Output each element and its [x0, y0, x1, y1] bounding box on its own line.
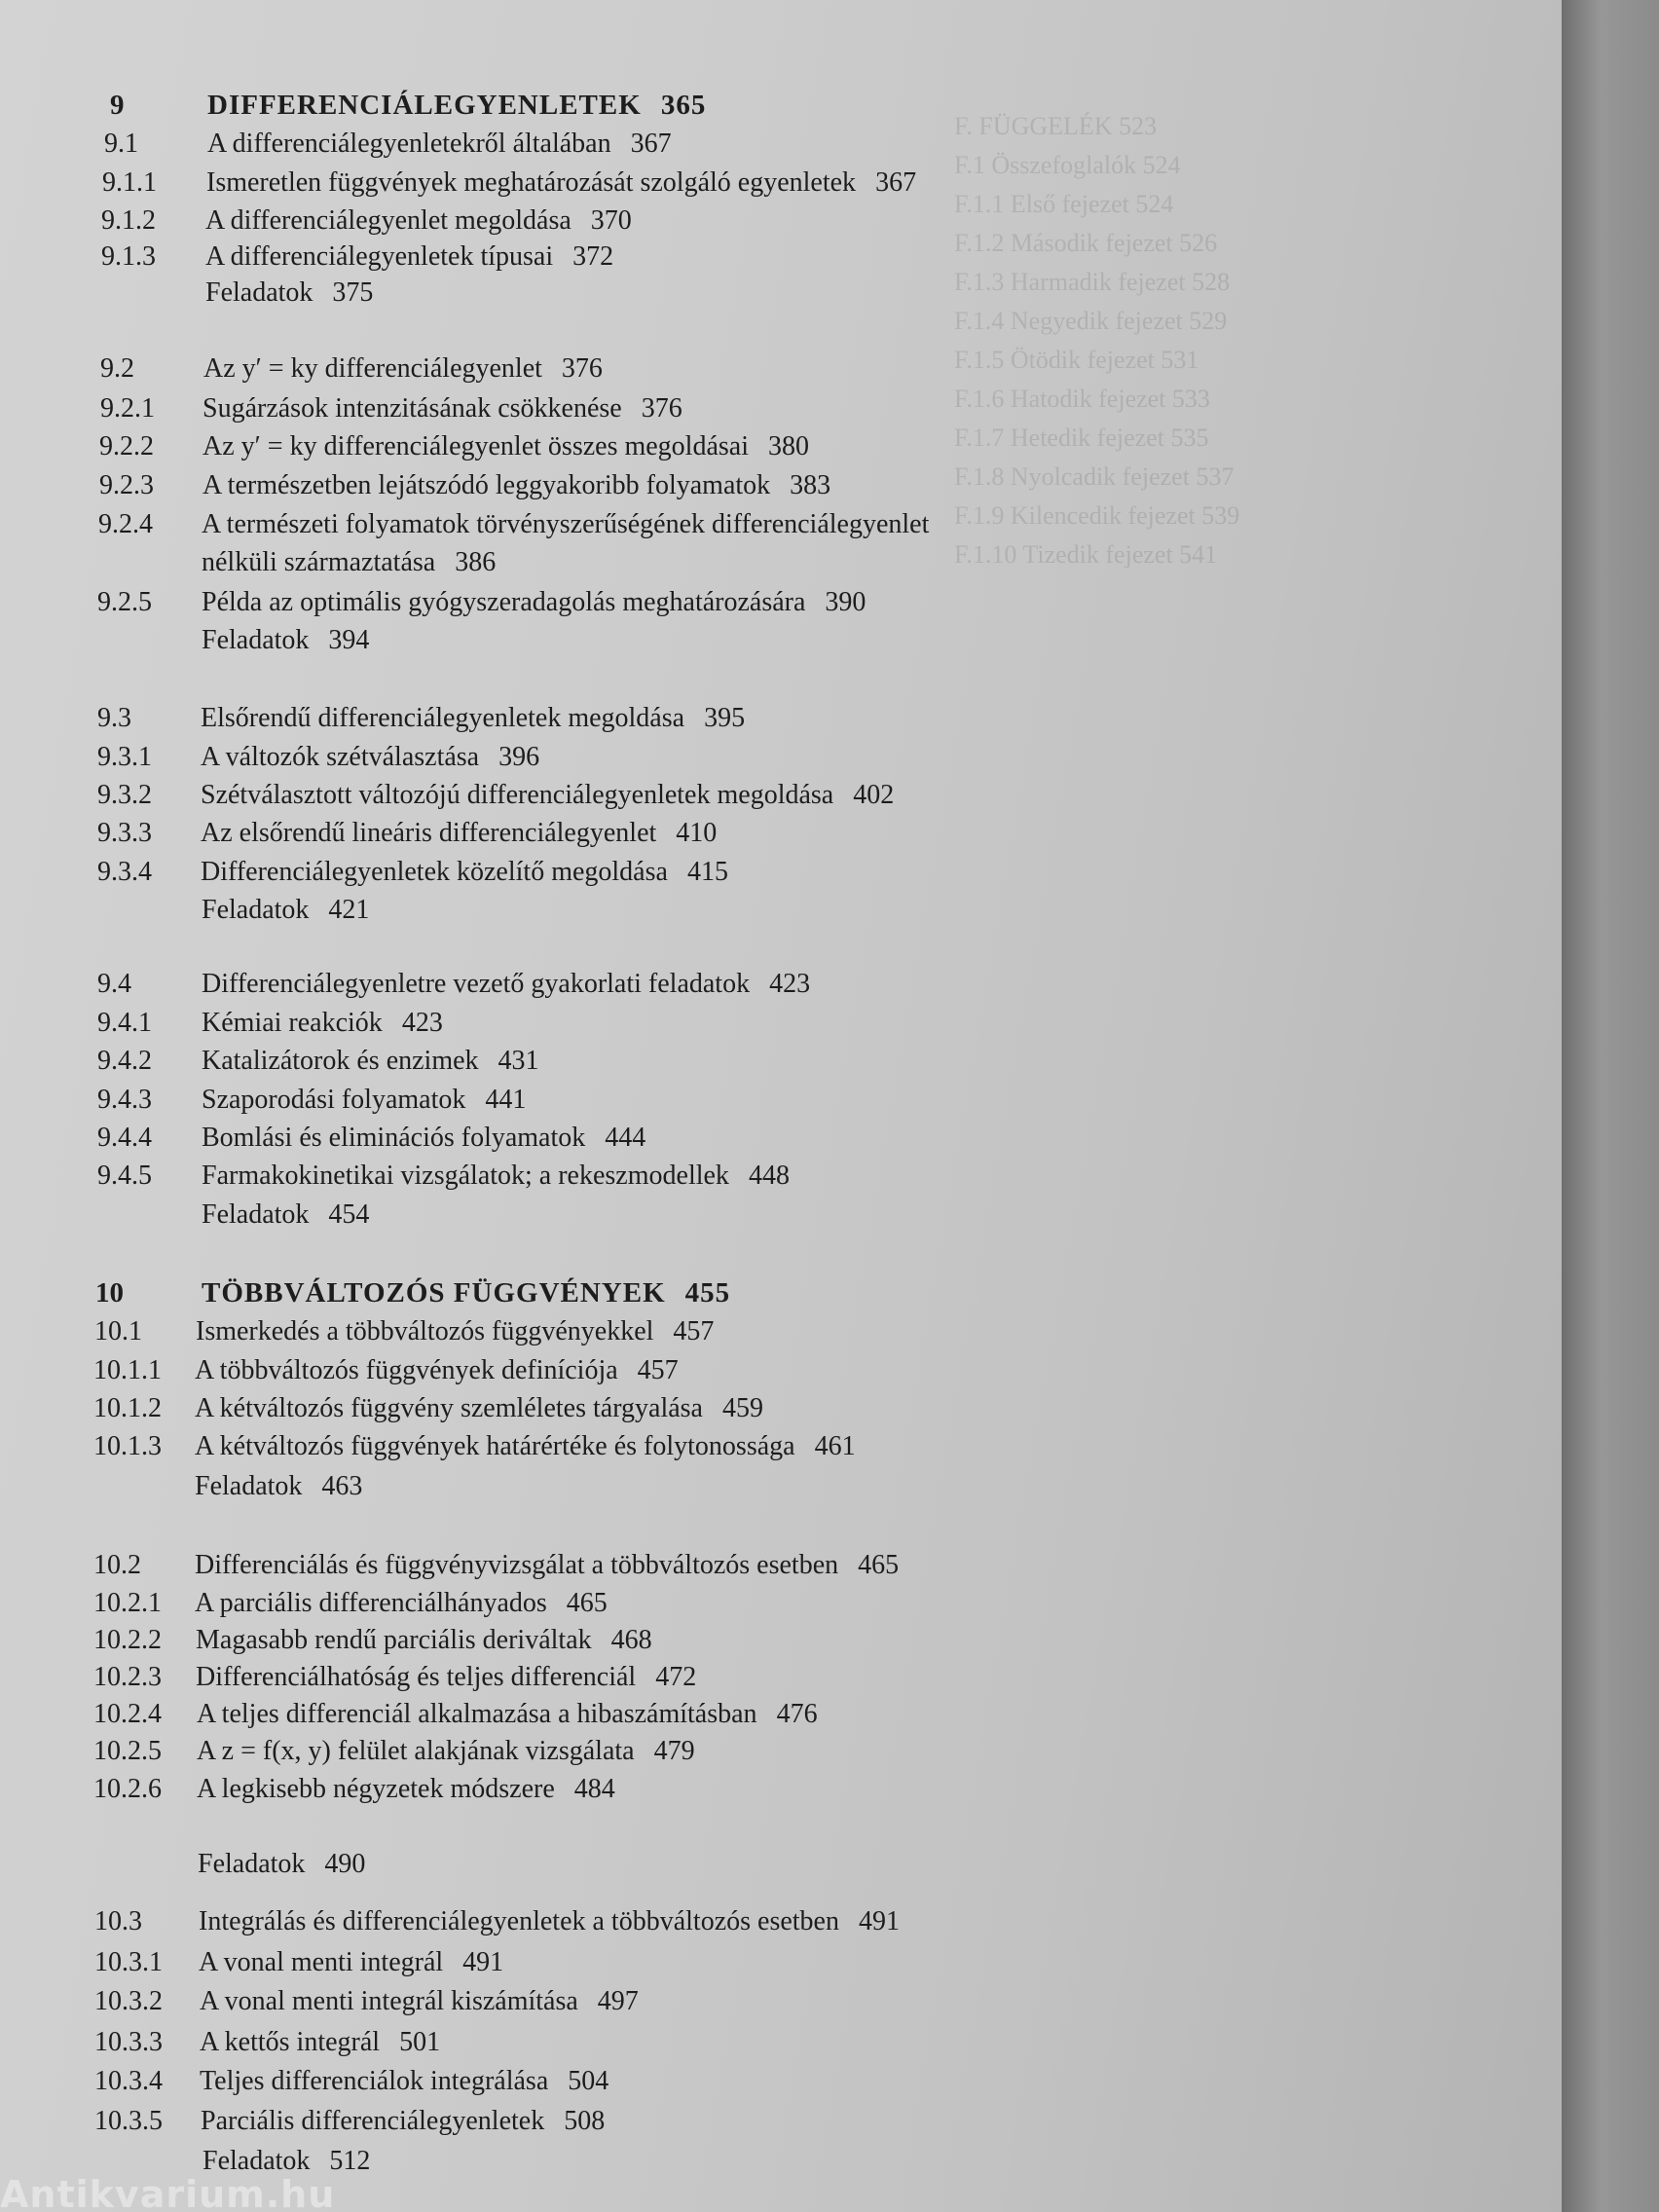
section-title: [201, 853, 728, 892]
section-title: [202, 965, 810, 1004]
section-title: [202, 505, 929, 544]
section-number: 10.2.3: [93, 1662, 162, 1692]
section-number: 9.2.3: [99, 470, 154, 500]
section-number: 9: [110, 90, 125, 121]
section-title: [203, 389, 682, 428]
page-number: 448: [748, 1161, 790, 1191]
section-title: [195, 1427, 856, 1466]
page-number: 423: [769, 969, 811, 999]
section-title: [197, 1770, 615, 1809]
section-number: 9.2: [100, 353, 134, 384]
section-title: [201, 814, 717, 853]
section-title-text: A teljes differenciál alkalmazása a hibaszámításban: [197, 1699, 757, 1729]
page-number: 431: [498, 1046, 539, 1076]
page-number: 455: [684, 1277, 731, 1309]
section-title: [202, 1119, 645, 1158]
section-title: [202, 1042, 539, 1081]
page-number: 512: [329, 2146, 371, 2176]
section-number: 9.4.1: [97, 1008, 152, 1038]
section-title-text: Ismerkedés a többváltozós függvényekkel: [196, 1316, 654, 1346]
section-title: [207, 86, 706, 125]
section-number: 10.1: [94, 1316, 142, 1346]
section-title-text: A differenciálegyenlet megoldása: [205, 205, 571, 236]
section-title: [205, 238, 613, 276]
page-number: 457: [637, 1355, 679, 1385]
section-title-text: Differenciálhatóság és teljes differenciál: [196, 1662, 637, 1692]
page-number: 491: [462, 1947, 504, 1977]
page-number: 508: [564, 2106, 606, 2136]
section-title-text: Az elsőrendű lineáris differenciálegyenlet: [201, 818, 657, 848]
section-title: [197, 1732, 695, 1771]
page-number: 383: [790, 470, 831, 500]
section-title-text: Integrálás és differenciálegyenletek a többváltozós esetben: [199, 1906, 839, 1936]
section-title-text: Elsőrendű differenciálegyenletek megoldása: [201, 703, 685, 733]
section-title: [195, 1351, 679, 1390]
page-number: 376: [561, 353, 603, 384]
page-number: 380: [767, 431, 809, 461]
section-title-text: A vonal menti integrál kiszámítása: [200, 1986, 578, 2016]
section-title: [196, 1658, 696, 1697]
section-title-text: Kémiai reakciók: [202, 1008, 383, 1038]
section-number: 9.4: [97, 969, 131, 999]
section-title: [195, 1467, 362, 1506]
page-number: 472: [655, 1662, 697, 1692]
page-number: 454: [328, 1199, 370, 1230]
section-title-text: Az y′ = ky differenciálegyenlet összes megoldásai: [203, 431, 749, 461]
section-title: [195, 1584, 608, 1623]
page-number: 394: [328, 625, 370, 655]
section-title: [202, 1157, 790, 1196]
section-title: [196, 1312, 714, 1351]
section-title-text: Feladatok: [195, 1471, 303, 1501]
section-title-text: Feladatok: [203, 2146, 311, 2176]
section-number: 10.2: [93, 1550, 141, 1580]
section-title: [206, 164, 916, 203]
section-title: [200, 1982, 639, 2021]
page-number: 476: [776, 1699, 818, 1729]
section-title-text: A differenciálegyenletekről általában: [207, 129, 611, 159]
section-number: 10.2.2: [93, 1625, 162, 1655]
section-number: 9.3.4: [97, 857, 152, 887]
section-number: 9.2.2: [99, 431, 154, 461]
page-number: 491: [858, 1906, 900, 1936]
page-number: 421: [328, 895, 370, 925]
section-title-text: Teljes differenciálok integrálása: [200, 2066, 549, 2096]
section-title-text: Ismeretlen függvények meghatározását szolgáló egyenletek: [206, 167, 857, 198]
section-number: 10.2.1: [93, 1588, 162, 1618]
section-title-text: Példa az optimális gyógyszeradagolás meghatározására: [202, 587, 806, 617]
section-title-text: Sugárzások intenzitásának csökkenése: [203, 393, 622, 424]
section-number: 10.1.3: [93, 1431, 162, 1461]
section-title-text: Bomlási és eliminációs folyamatok: [202, 1123, 586, 1153]
section-title: [202, 543, 496, 582]
page-number: 367: [875, 167, 917, 198]
section-title-text: DIFFERENCIÁLEGYENLETEK: [207, 90, 642, 121]
page-number: 395: [704, 703, 746, 733]
section-title: [200, 2023, 440, 2062]
section-title: [202, 1273, 730, 1312]
section-title-text: A kétváltozós függvények határértéke és folytonossága: [195, 1431, 795, 1461]
section-number: 9.3: [97, 703, 131, 733]
section-number: 10.3.4: [94, 2066, 163, 2096]
section-title: [201, 776, 894, 815]
section-title-text: Feladatok: [202, 895, 310, 925]
page-number: 390: [825, 587, 866, 617]
section-title: [201, 738, 539, 777]
section-title: [202, 583, 866, 622]
section-number: 9.2.4: [98, 509, 153, 539]
page-number: 484: [573, 1774, 615, 1804]
section-number: 10.3: [94, 1906, 142, 1936]
section-number: 9.3.3: [97, 818, 152, 848]
page-number: 501: [399, 2027, 441, 2057]
page-number: 497: [597, 1986, 639, 2016]
section-title: [202, 621, 369, 660]
section-title-text: Magasabb rendű parciális deriváltak: [196, 1625, 592, 1655]
page-edge-shadow: [1562, 0, 1659, 2212]
section-title: [201, 2102, 605, 2141]
section-title-text: A kettős integrál: [200, 2027, 381, 2057]
section-title-text: Differenciálegyenletre vezető gyakorlati feladatok: [202, 969, 751, 999]
page-number: 479: [653, 1736, 695, 1766]
section-title-text: A változók szétválasztása: [201, 742, 480, 772]
section-number: 10.2.6: [93, 1774, 162, 1804]
section-number: 9.4.2: [97, 1046, 152, 1076]
section-title-text: A többváltozós függvények definíciója: [195, 1355, 618, 1385]
section-number: 10: [95, 1277, 124, 1309]
page-number: 375: [332, 277, 374, 308]
page-number: 372: [572, 241, 614, 272]
watermark: Antikvarium.hu: [0, 2173, 336, 2212]
page-number: 423: [401, 1008, 443, 1038]
section-number: 10.2.4: [93, 1699, 162, 1729]
page-number: 465: [566, 1588, 608, 1618]
section-title: [203, 350, 603, 388]
section-title: [198, 1845, 365, 1884]
section-title-text: Differenciálegyenletek közelítő megoldása: [201, 857, 668, 887]
section-number: 10.3.3: [94, 2027, 163, 2057]
section-title-text: nélküli származtatása: [202, 547, 436, 577]
section-number: 10.3.5: [94, 2106, 163, 2136]
section-number: 10.1.1: [93, 1355, 162, 1385]
page-number: 490: [324, 1849, 366, 1879]
section-number: 10.2.5: [93, 1736, 162, 1766]
page-number: 463: [321, 1471, 363, 1501]
section-number: 9.2.5: [97, 587, 152, 617]
page-number: 441: [485, 1085, 527, 1115]
page-number: 370: [590, 205, 632, 236]
section-title-text: Farmakokinetikai vizsgálatok; a rekeszmodellek: [202, 1161, 729, 1191]
section-title-text: TÖBBVÁLTOZÓS FÜGGVÉNYEK: [202, 1277, 666, 1309]
section-title-text: A természetben lejátszódó leggyakoribb folyamatok: [203, 470, 771, 500]
section-title-text: A kétváltozós függvény szemléletes tárgyalása: [195, 1393, 703, 1423]
section-title: [203, 466, 830, 505]
page-number: 415: [686, 857, 728, 887]
page-number: 410: [676, 818, 718, 848]
page-number: 396: [498, 742, 540, 772]
page-number: 465: [858, 1550, 900, 1580]
section-number: 9.1.3: [101, 241, 156, 272]
section-title-text: Szaporodási folyamatok: [202, 1085, 466, 1115]
section-title-text: A parciális differenciálhányados: [195, 1588, 547, 1618]
section-title: [205, 202, 632, 240]
page-number: 376: [641, 393, 682, 424]
page-number: 461: [814, 1431, 856, 1461]
section-number: 9.1.2: [101, 205, 156, 236]
section-title-text: Szétválasztott változójú differenciálegyenletek megoldása: [201, 780, 834, 810]
section-title-text: Feladatok: [202, 625, 310, 655]
page-number: 386: [455, 547, 497, 577]
section-title: [202, 891, 369, 930]
section-title: [203, 427, 809, 466]
section-number: 9.2.1: [100, 393, 155, 424]
section-title-text: A differenciálegyenletek típusai: [205, 241, 554, 272]
section-number: 10.1.2: [93, 1393, 162, 1423]
section-title-text: Feladatok: [202, 1199, 310, 1230]
section-title: [205, 274, 373, 313]
page-number: 459: [721, 1393, 763, 1423]
section-title: [199, 1943, 503, 1982]
section-number: 9.4.4: [97, 1123, 152, 1153]
section-number: 9.1.1: [102, 167, 157, 198]
section-number: 9.4.3: [97, 1085, 152, 1115]
section-title-text: Differenciálás és függvényvizsgálat a többváltozós esetben: [195, 1550, 839, 1580]
section-title-text: Feladatok: [205, 277, 313, 308]
page-number: 468: [610, 1625, 652, 1655]
section-title-text: Feladatok: [198, 1849, 306, 1879]
section-number: 9.3.1: [97, 742, 152, 772]
page-number: 402: [853, 780, 895, 810]
section-number: 9.1: [104, 129, 138, 159]
bleed-through-text: F. FÜGGELÉK 523 F.1 Összefoglalók 524 F.1.1 Első fejezet 524 F.1.2 Második fejezet 526 F.1.3 Harmadik fejezet 528 F.1.4 Negyedik fejezet 529 F.1.5 Ötödik fejezet 531 F.1.6 Hatodik fejezet 533 F.1.7 Hetedik fejezet 535 F.1.8 Nyolcadik fejezet 537 F.1.9 Kilencedik fejezet 539 F.1.10 Tizedik fejezet 541: [954, 112, 1240, 569]
section-title-text: Az y′ = ky differenciálegyenlet: [203, 353, 542, 384]
section-title-text: A legkisebb négyzetek módszere: [197, 1774, 555, 1804]
page-number: 444: [605, 1123, 646, 1153]
section-title: [195, 1389, 763, 1428]
page-number: 365: [660, 90, 707, 121]
section-title: [202, 1004, 443, 1043]
section-title-text: Katalizátorok és enzimek: [202, 1046, 479, 1076]
section-number: 10.3.1: [94, 1947, 163, 1977]
section-title-text: Parciális differenciálegyenletek: [201, 2106, 545, 2136]
page-number: 457: [673, 1316, 715, 1346]
section-title-text: A természeti folyamatok törvényszerűségének differenciálegyenlet: [202, 509, 930, 539]
section-title: [195, 1546, 899, 1585]
section-number: 9.4.5: [97, 1161, 152, 1191]
page-number: 504: [568, 2066, 609, 2096]
section-title: [200, 2062, 608, 2101]
section-title: [207, 125, 672, 164]
page-number: 367: [630, 129, 672, 159]
section-title-text: A vonal menti integrál: [199, 1947, 444, 1977]
section-title: [199, 1902, 900, 1941]
section-title: [202, 1081, 526, 1120]
section-number: 10.3.2: [94, 1986, 163, 2016]
section-title: [196, 1621, 652, 1660]
section-title-text: A z = f(x, y) felület alakjának vizsgálata: [197, 1736, 635, 1766]
section-title: [201, 699, 745, 738]
section-title: [202, 1196, 369, 1235]
section-title: [197, 1695, 818, 1734]
section-number: 9.3.2: [97, 780, 152, 810]
